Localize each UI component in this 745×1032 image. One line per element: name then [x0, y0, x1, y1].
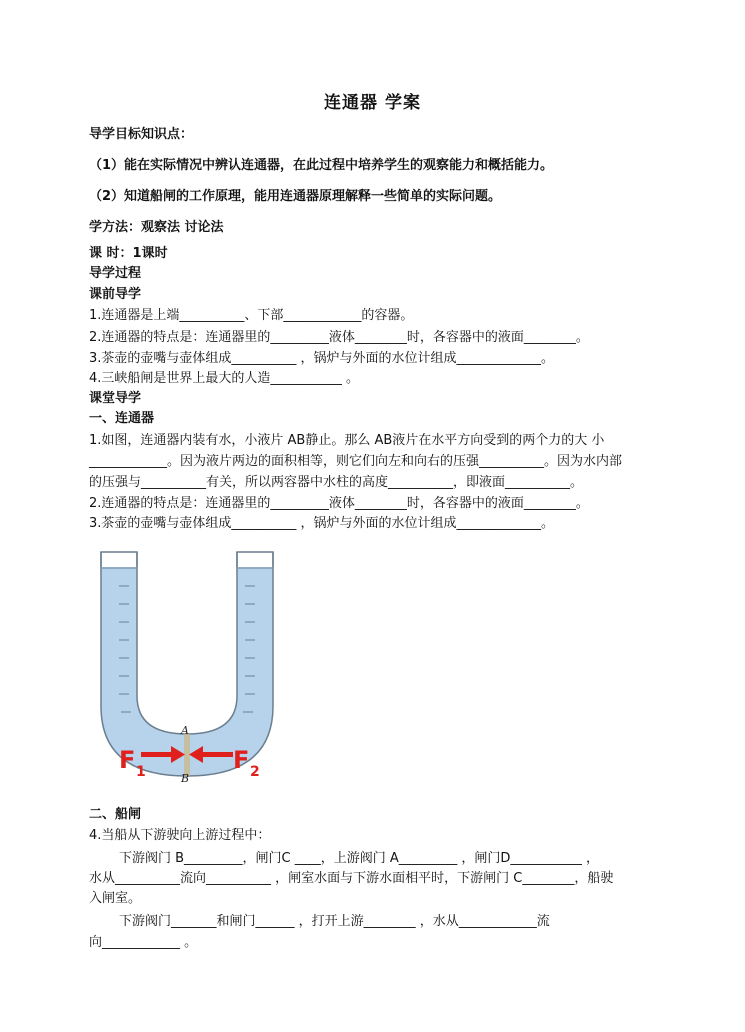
period-line: 课 时：1课时 [89, 246, 168, 261]
objective-item-2: （2）知道船闸的工作原理，能用连通器原理解释一些简单的实际问题。 [89, 189, 502, 204]
label-f2-sub: 2 [250, 764, 260, 780]
process-heading: 导学过程 [89, 266, 142, 281]
label-f2: F [233, 746, 250, 774]
label-f1: F [119, 746, 136, 774]
arrow-f2-shaft [203, 752, 233, 757]
left-tube-top [101, 552, 137, 568]
u-tube-figure [89, 546, 285, 782]
u-tube-inner-wall [137, 552, 237, 734]
label-f1-sub: 1 [136, 764, 146, 780]
pre-class-question-4: 4.三峡船闸是世界上最大的人造___________ 。 [89, 371, 360, 386]
objective-item-1: （1）能在实际情况中辨认连通器，在此过程中培养学生的观察能力和概括能力。 [89, 158, 554, 173]
pre-class-question-1: 1.连通器是上端__________、下部____________的容器。 [89, 308, 414, 323]
label-b: B [181, 772, 190, 782]
in-class-question-2: 2.连通器的特点是：连通器里的_________液体________时，各容器中的液面________。 [89, 496, 589, 511]
lock-line-1: 下游阀门 B_________，闸门C ____，上游阀门 A_________ ，闸门D___________ ， [119, 851, 600, 866]
in-class-question-1b: ____________。因为液片两边的面积相等，则它们向左和向右的压强__________。因为水内部 [89, 454, 623, 469]
arrow-f1-shaft [141, 752, 171, 757]
liquid-plate-ab [184, 734, 190, 776]
page-title: 连通器 学案 [324, 93, 421, 113]
objectives-heading: 导学目标知识点： [89, 127, 194, 142]
in-class-heading: 课堂导学 [89, 391, 142, 406]
lock-line-3: 入闸室。 [89, 891, 142, 906]
section-connector-heading: 一、连通器 [89, 411, 155, 426]
in-class-question-1c: 的压强与__________有关，所以两容器中水柱的高度__________，即液面__________。 [89, 475, 584, 490]
method-line: 学方法：观察法 讨论法 [89, 220, 224, 235]
lock-question-4: 4.当船从下游驶向上游过程中： [89, 828, 271, 843]
lock-line-2: 水从__________流向__________ ，闸室水面与下游水面相平时，下游闸门 C________，船驶 [89, 871, 614, 886]
in-class-question-1a: 1.如图，连通器内装有水，小液片 AB静止。那么 AB液片在水平方向受到的两个力的大 小 [89, 433, 605, 448]
lock-line-4: 下游阀门_______和闸门______ ，打开上游________ ，水从____________流 [119, 914, 550, 929]
in-class-question-3: 3.茶壶的壶嘴与壶体组成__________ ，锅炉与外面的水位计组成_____________。 [89, 516, 555, 531]
pre-class-heading: 课前导学 [89, 287, 142, 302]
lock-line-5: 向____________ 。 [89, 935, 198, 950]
pre-class-question-2: 2.连通器的特点是：连通器里的_________液体________时，各容器中的液面________。 [89, 330, 589, 345]
section-lock-heading: 二、船闸 [89, 807, 142, 822]
label-a: A [181, 724, 189, 737]
right-tube-top [237, 552, 273, 568]
pre-class-question-3: 3.茶壶的壶嘴与壶体组成__________ ，锅炉与外面的水位计组成_____________。 [89, 351, 555, 366]
